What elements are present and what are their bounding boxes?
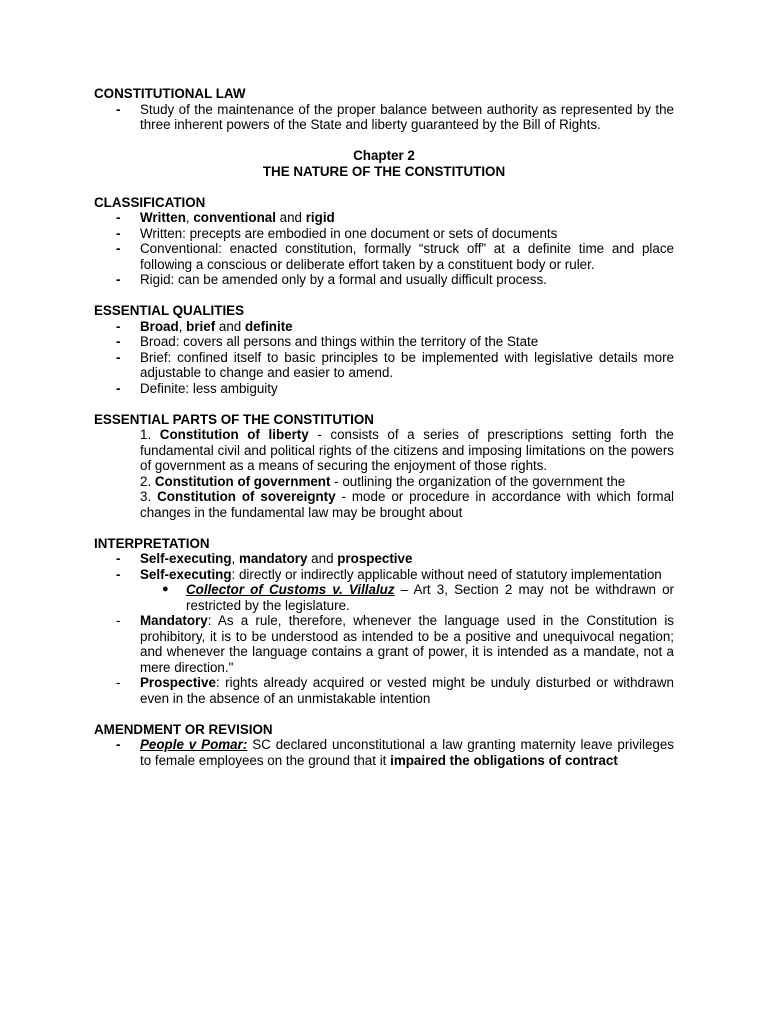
item-text: : rights already acquired or vested might be unduly disturbed or withdrawn even in the absence of an unmistakable intention bbox=[140, 675, 674, 706]
item-text: Rigid: can be amended only by a formal and usually difficult process. bbox=[140, 272, 547, 287]
item-text: : directly or indirectly applicable without need of statutory implementation bbox=[231, 566, 662, 582]
item-text: Conventional: enacted constitution, formally “struck off” at a definite time and place following a conscious or deliberate effort taken by a constituent body or ruler. bbox=[140, 241, 674, 272]
list-item bbox=[94, 381, 674, 397]
dash-bullet: - bbox=[116, 272, 121, 287]
term: Broad bbox=[140, 318, 179, 334]
case-name: People v Pomar: bbox=[140, 737, 248, 752]
dash-bullet: - bbox=[116, 210, 121, 225]
list-item-summary: - Self-executing, mandatory and prospective bbox=[116, 551, 413, 566]
item-text: SC declared unconstitutional a law granting maternity leave privileges to female employees on the ground that it bbox=[140, 737, 674, 768]
term: Written bbox=[140, 210, 186, 225]
item-text: Broad: covers all persons and things within the territory of the State bbox=[140, 334, 539, 349]
item-text: : As a rule, therefore, whenever the language used in the Constitution is prohibitory, it is to be understood as intended to be a positive and unequivocal negation; and whenever the language contains a grant of power, it is intended as a mandate, not a mere direction." bbox=[140, 613, 674, 675]
term: Constitution of liberty bbox=[159, 427, 309, 442]
term: Self-executing bbox=[140, 566, 232, 582]
dash-bullet: - bbox=[116, 675, 121, 690]
case-name: Collector of Customs v. Villaluz bbox=[186, 582, 395, 597]
heading-essential-parts: ESSENTIAL PARTS OF THE CONSTITUTION bbox=[94, 411, 374, 427]
term: brief bbox=[186, 318, 216, 334]
numbered-item: 3. Constitution of sovereignty - mode or procedure in accordance with which formal changes in the fundamental law may be brought about bbox=[140, 489, 674, 520]
sub-list-item bbox=[94, 582, 674, 613]
list-item bbox=[94, 613, 674, 675]
emphasis-text: impaired the obligations of contract bbox=[390, 752, 618, 768]
numbered-item: 1. Constitution of liberty - consists of a series of prescriptions setting forth the fundamental civil and political rights of the citizens and imposing limitations on the powers of government as a means of securing the enjoyment of those rights. bbox=[140, 427, 675, 473]
list-item bbox=[94, 350, 674, 381]
item-text: - consists of a series of prescriptions setting forth the fundamental civil and political rights of the citizens and imposing limitations on the powers of government as a means of securing the enjoyment of those rights. bbox=[140, 427, 675, 473]
item-text: Study of the maintenance of the proper balance between authority as represented by the three inherent powers of the State and liberty guaranteed by the Bill of Rights. bbox=[140, 101, 674, 132]
dot-bullet-icon: ● bbox=[162, 583, 169, 595]
heading-constitutional-law: CONSTITUTIONAL LAW bbox=[94, 86, 246, 101]
dash-bullet: - bbox=[116, 241, 121, 256]
dash-bullet: - bbox=[116, 334, 121, 349]
term: conventional bbox=[193, 210, 276, 225]
heading-interpretation: INTERPRETATION bbox=[94, 535, 210, 551]
list-item bbox=[94, 241, 674, 272]
term: Self-executing bbox=[140, 551, 232, 566]
item-text: Definite: less ambiguity bbox=[140, 380, 278, 396]
item-text: - outlining the organization of the government the bbox=[330, 473, 626, 489]
list-item bbox=[94, 226, 674, 242]
term: definite bbox=[244, 318, 293, 334]
chapter-title: THE NATURE OF THE CONSTITUTION bbox=[262, 163, 506, 179]
term: Constitution of sovereignty bbox=[157, 489, 336, 504]
dash-bullet: - bbox=[116, 613, 121, 628]
term: Mandatory bbox=[140, 613, 208, 628]
term: rigid bbox=[305, 210, 335, 225]
list-item bbox=[94, 334, 674, 350]
item-text: - mode or procedure in accordance with which formal changes in the fundamental law may be brought about bbox=[140, 489, 674, 520]
dash-bullet: - bbox=[116, 566, 121, 582]
item-text: – Art 3, Section 2 may not be withdrawn or restricted by the legislature. bbox=[186, 582, 674, 613]
term: prospective bbox=[337, 551, 413, 566]
chapter-number: Chapter 2 bbox=[353, 148, 415, 163]
dash-bullet: - bbox=[116, 318, 121, 334]
dash-bullet: - bbox=[116, 380, 121, 396]
list-item-summary: - Written, conventional and rigid bbox=[116, 210, 335, 225]
list-item bbox=[94, 675, 674, 706]
list-item bbox=[94, 102, 674, 133]
list-item bbox=[94, 567, 674, 583]
dash-bullet: - bbox=[116, 551, 121, 566]
list-item bbox=[94, 737, 674, 768]
dash-bullet: - bbox=[116, 225, 121, 241]
item-text: Written: precepts are embodied in one document or sets of documents bbox=[140, 225, 558, 241]
term: Constitution of government bbox=[154, 473, 331, 489]
dash-bullet: - bbox=[116, 101, 121, 117]
numbered-item: 2. Constitution of government - outlining the organization of the government the bbox=[140, 473, 626, 489]
term: mandatory bbox=[238, 551, 308, 566]
dash-bullet: - bbox=[116, 737, 121, 752]
item-text: Brief: confined itself to basic principles to be implemented with legislative details more adjustable to change and easier to amend. bbox=[140, 349, 674, 380]
list-item bbox=[94, 272, 674, 288]
list-item-summary: - Broad, brief and definite bbox=[116, 318, 293, 334]
term: Prospective bbox=[140, 675, 216, 690]
dash-bullet: - bbox=[116, 349, 121, 365]
heading-essential-qualities: ESSENTIAL QUALITIES bbox=[94, 303, 245, 318]
heading-classification: CLASSIFICATION bbox=[94, 194, 206, 210]
heading-amendment: AMENDMENT OR REVISION bbox=[94, 721, 273, 737]
